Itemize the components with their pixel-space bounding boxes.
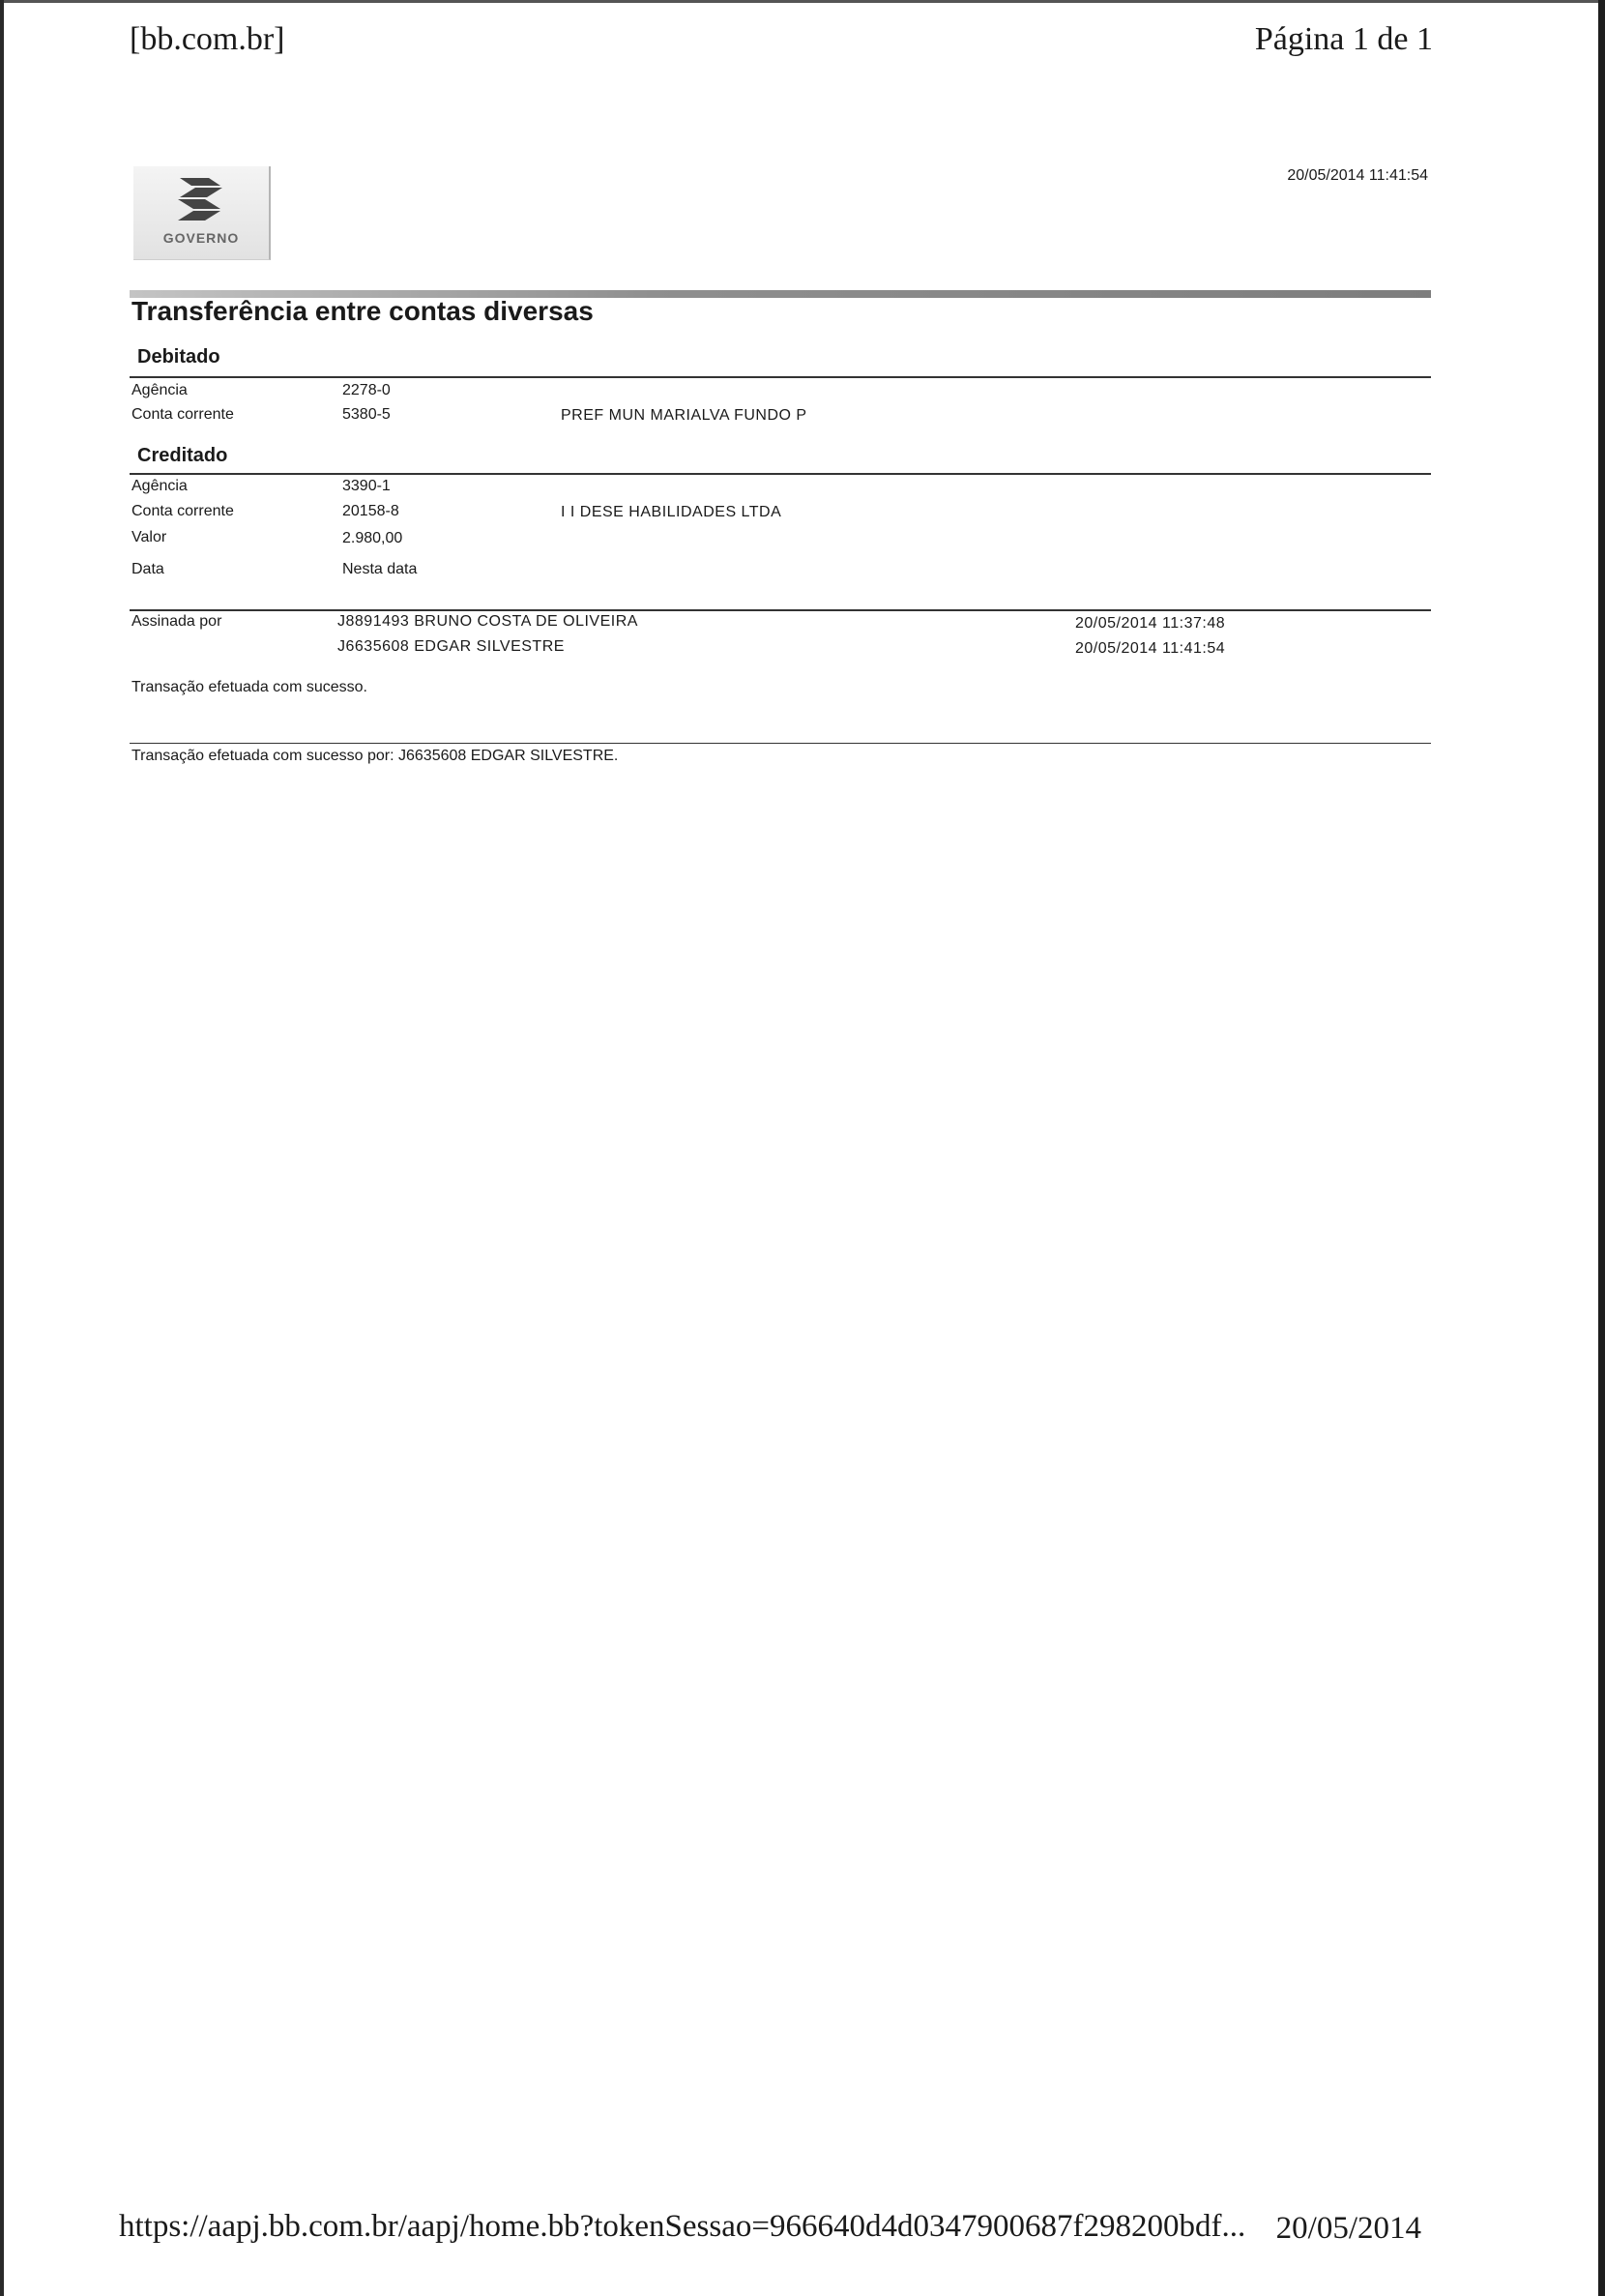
scan-edge-left: [0, 0, 4, 2296]
signer-name: J6635608 EDGAR SILVESTRE: [337, 638, 565, 655]
creditado-valor-label: Valor: [131, 529, 167, 545]
scan-edge-right: [1598, 0, 1605, 2296]
creditado-data-label: Data: [131, 561, 164, 577]
section-creditado-heading: Creditado: [137, 445, 228, 466]
banco-do-brasil-logo-icon: [166, 170, 234, 230]
section-divider: [130, 609, 1431, 611]
section-debitado-heading: Debitado: [137, 346, 220, 368]
signer-timestamp: 20/05/2014 11:37:48: [1075, 615, 1226, 632]
page-title: Transferência entre contas diversas: [131, 296, 594, 326]
creditado-agencia-label: Agência: [131, 478, 188, 494]
signer-name: J8891493 BRUNO COSTA DE OLIVEIRA: [337, 613, 638, 630]
status-message: Transação efetuada com sucesso.: [131, 679, 367, 695]
logo-label: GOVERNO: [162, 230, 240, 246]
section-divider: [130, 743, 1431, 744]
creditado-conta-label: Conta corrente: [131, 503, 234, 519]
bank-logo: [133, 166, 271, 260]
creditado-valor-value: 2.980,00: [342, 530, 403, 546]
debitado-agencia-value: 2278-0: [342, 382, 391, 398]
section-divider: [130, 473, 1431, 475]
signer-timestamp: 20/05/2014 11:41:54: [1075, 640, 1226, 657]
print-footer-date: 20/05/2014: [1275, 2211, 1421, 2246]
generated-timestamp: 20/05/2014 11:41:54: [1287, 167, 1428, 184]
creditado-data-value: Nesta data: [342, 561, 418, 577]
debitado-conta-value: 5380-5: [342, 406, 391, 423]
debitado-agencia-label: Agência: [131, 382, 188, 398]
print-footer-url: https://aapj.bb.com.br/aapj/home.bb?tokenSessao=966640d4d0347900687f298200bdf...: [119, 2209, 1246, 2244]
creditado-conta-value: 20158-8: [342, 503, 399, 519]
debitado-conta-label: Conta corrente: [131, 406, 234, 423]
print-header-site: [bb.com.br]: [130, 21, 285, 57]
assinada-por-label: Assinada por: [131, 613, 222, 630]
debitado-titular: PREF MUN MARIALVA FUNDO P: [561, 407, 807, 424]
print-header-page: Página 1 de 1: [1254, 21, 1433, 57]
final-status-message: Transação efetuada com sucesso por: J6635608 EDGAR SILVESTRE.: [131, 748, 619, 764]
section-divider: [130, 376, 1431, 378]
creditado-titular: I I DESE HABILIDADES LTDA: [561, 504, 782, 520]
creditado-agencia-value: 3390-1: [342, 478, 391, 494]
scan-edge-top: [0, 0, 1605, 3]
